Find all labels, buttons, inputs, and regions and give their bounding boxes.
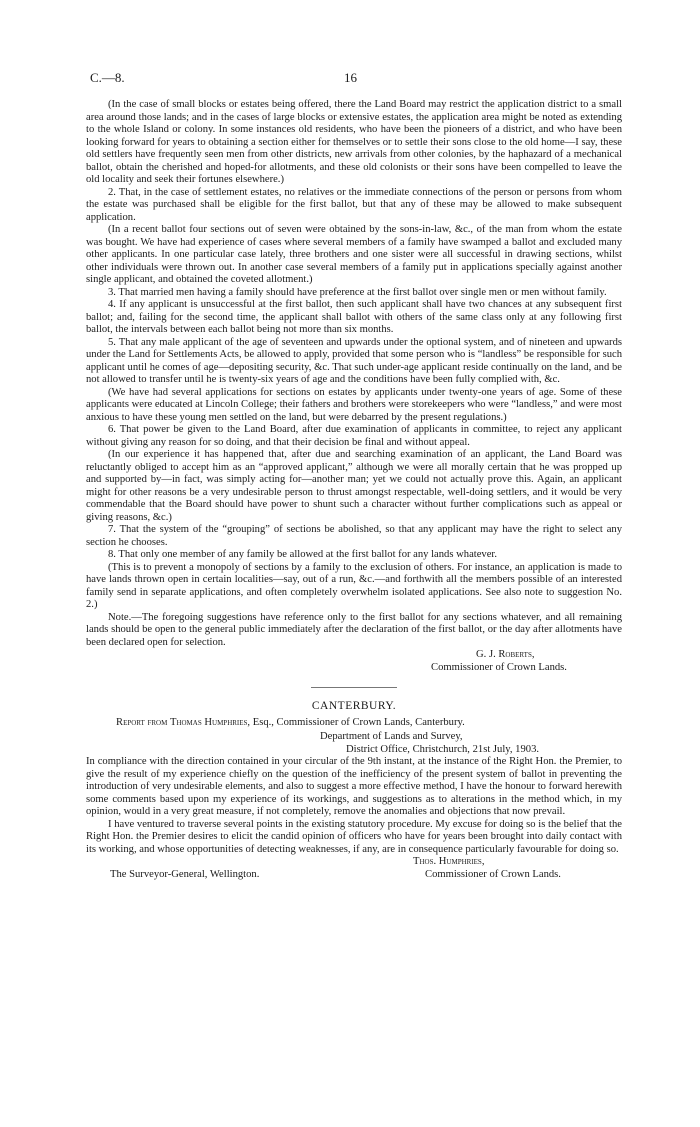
paragraph-suggestion-2: 2. That, in the case of settlement estates, no relatives or the immediate connections of the person or persons from whom the estate was purchased shall be eligible for the first ballot, but that any of these may be allowed to make subsequent application. <box>86 186 622 223</box>
paragraph-closing-note: Note.—The foregoing suggestions have reference only to the first ballot for any sections whatever, and all remaining lands should be open to the general public immediately after the declaration of the first ballot, or the day after allotments have been declared open for selection. <box>86 611 622 648</box>
page-number: 16 <box>344 70 357 85</box>
paragraph-suggestion-4: 4. If any applicant is unsuccessful at the first ballot, then such applicant shall have two chances at any subsequent first ballot; and, failing for the second time, the applicant shall ballot with others of the same class only at any following first ballot, the intervals between each ballot being not more than six months. <box>86 299 622 335</box>
paragraph-ventured: I have ventured to traverse several points in the existing statutory procedure. My excuse for doing so is the belief that the Right Hon. the Premier desires to elicit the candid opinion of officers who have for years been brought into daily contact with its working, and whose opportunities of detecting weaknesses, if any, are in consequence particularly favourable for doing so. <box>86 818 622 855</box>
addressee: The Surveyor-General, Wellington. <box>110 869 260 880</box>
paragraph-suggestion-3: 3. That married men having a family should have preference at the first ballot over single men or men without family. <box>108 286 607 298</box>
section-divider <box>311 687 397 688</box>
closing-block <box>86 856 622 882</box>
closing-signer: Thos. Humphries, <box>413 856 485 867</box>
paragraph-recent-ballot-note: (In a recent ballot four sections out of seven were obtained by the sons-in-law, &c., of the man from whom the estate was bought. We have had experience of cases where several members of a family have swamped a ballot and excluded many other applicants. In one particular case lately, three brothers and one sister were all successful in drawing sections, whilst other individuals were thrown out. In another case several members of a family put in applications specially against another single applicant, and obtained the coveted allotment.) <box>86 224 622 285</box>
document-reference: C.—8. <box>90 70 125 85</box>
paragraph-suggestion-7: 7. That the system of the “grouping” of sections be abolished, so that any applicant may have the right to select any section he chooses. <box>86 524 622 548</box>
department-line: Department of Lands and Survey, <box>320 731 463 742</box>
signature-name: G. J. Roberts, <box>476 649 535 660</box>
paragraph-suggestion-8: 8. That only one member of any family be allowed at the first ballot for any lands whatever. <box>108 549 498 560</box>
paragraph-suggestion-6: 6. That power be given to the Land Board, after due examination of applicants in committee, to reject any applicant without giving any reason for so doing, and that their decision be final and without appeal. <box>86 424 622 448</box>
paragraph-under-age-note: (We have had several applications for sections on estates by applicants under twenty-one years of age. Some of these applicants were educated at Lincoln College; their fathers and brothers were storekeepers who were “landless,” and were most anxious to have these young men settled on the land, but were debarred by the present regulations.) <box>86 386 622 423</box>
paragraph-suggestion-5: 5. That any male applicant of the age of seventeen and upwards under the optional system, and of nineteen and upwards under the Land for Settlements Acts, be allowed to apply, provided that some person who is “landless” be responsible for such applicant until he comes of age—depositing security, &c. That such under-age applicant reside continually on the land, and be not allowed to transfer until he is twenty-six years of age and the conditions have been fully complied with, &c. <box>86 336 622 385</box>
section-heading: CANTERBURY. <box>311 700 397 712</box>
document-body <box>86 99 622 882</box>
paragraph-small-blocks-note: (In the case of small blocks or estates being offered, there the Land Board may restrict the application district to a small area around those lands; and in the cases of large blocks or extensive estates, the application area might be noted as extending to the whole Island or colony. In some instances old residents, who have been the pioneers of a district, and who have been looking forward for years to obtaining a section either for themselves or to settle their sons close to the old home—I say, these old settlers have frequently seen men from other districts, new arrivals from other colonies, by the haphazard of a mechanical ballot, obtain the cherished and hoped-for allotments, and these old colonists or their sons have been compelled to leave the old locality and seek their fortunes elsewhere.) <box>86 99 622 185</box>
paragraph-experience-note: (In our experience it has happened that, after due and searching examination of an applicant, the Land Board was reluctantly obliged to accept him as an “approved applicant,” although we were all morally certain that he was propped up and supported by—in fact, was simply acting for—another man; yet we could not actually prove this. Again, an applicant might for other reasons be a very undesirable person to thrust amongst respectable, well-doing settlers, and it would be very commendable that the Board should have power to shunt such a character without further complications such as appeal or giving reasons, &c.) <box>86 449 622 523</box>
office-date-line: District Office, Christchurch, 21st July, 1903. <box>346 743 540 755</box>
report-heading: Report from Thomas Humphries, Esq., Commissioner of Crown Lands, Canterbury. <box>116 716 465 728</box>
paragraph-monopoly-note: (This is to prevent a monopoly of sections by a family to the exclusion of others. For instance, an application is made to have lands thrown open in certain localities—say, out of a run, &c.—and forthwith all the members possible of an interested family send in separate applications, and often completely overwhelm isolated applications. See also note to suggestion No. 2.) <box>86 561 622 610</box>
paragraph-compliance: In compliance with the direction contained in your circular of the 9th instant, at the instance of the Right Hon. the Premier, to give the result of my experience chiefly on the question of the inefficiency of the present system of ballot in preventing the introduction of very undesirable elements, and also to suggest a more effective method, I have the honour to forward herewith some comments based upon my experience of its workings, and suggestions as to alterations in the method which, in my opinion, would in a very great measure, if not completely, remove the anomalies and objections that now prevail. <box>86 756 622 817</box>
closing-signer-title: Commissioner of Crown Lands. <box>425 869 561 880</box>
signature-title: Commissioner of Crown Lands. <box>431 661 567 673</box>
